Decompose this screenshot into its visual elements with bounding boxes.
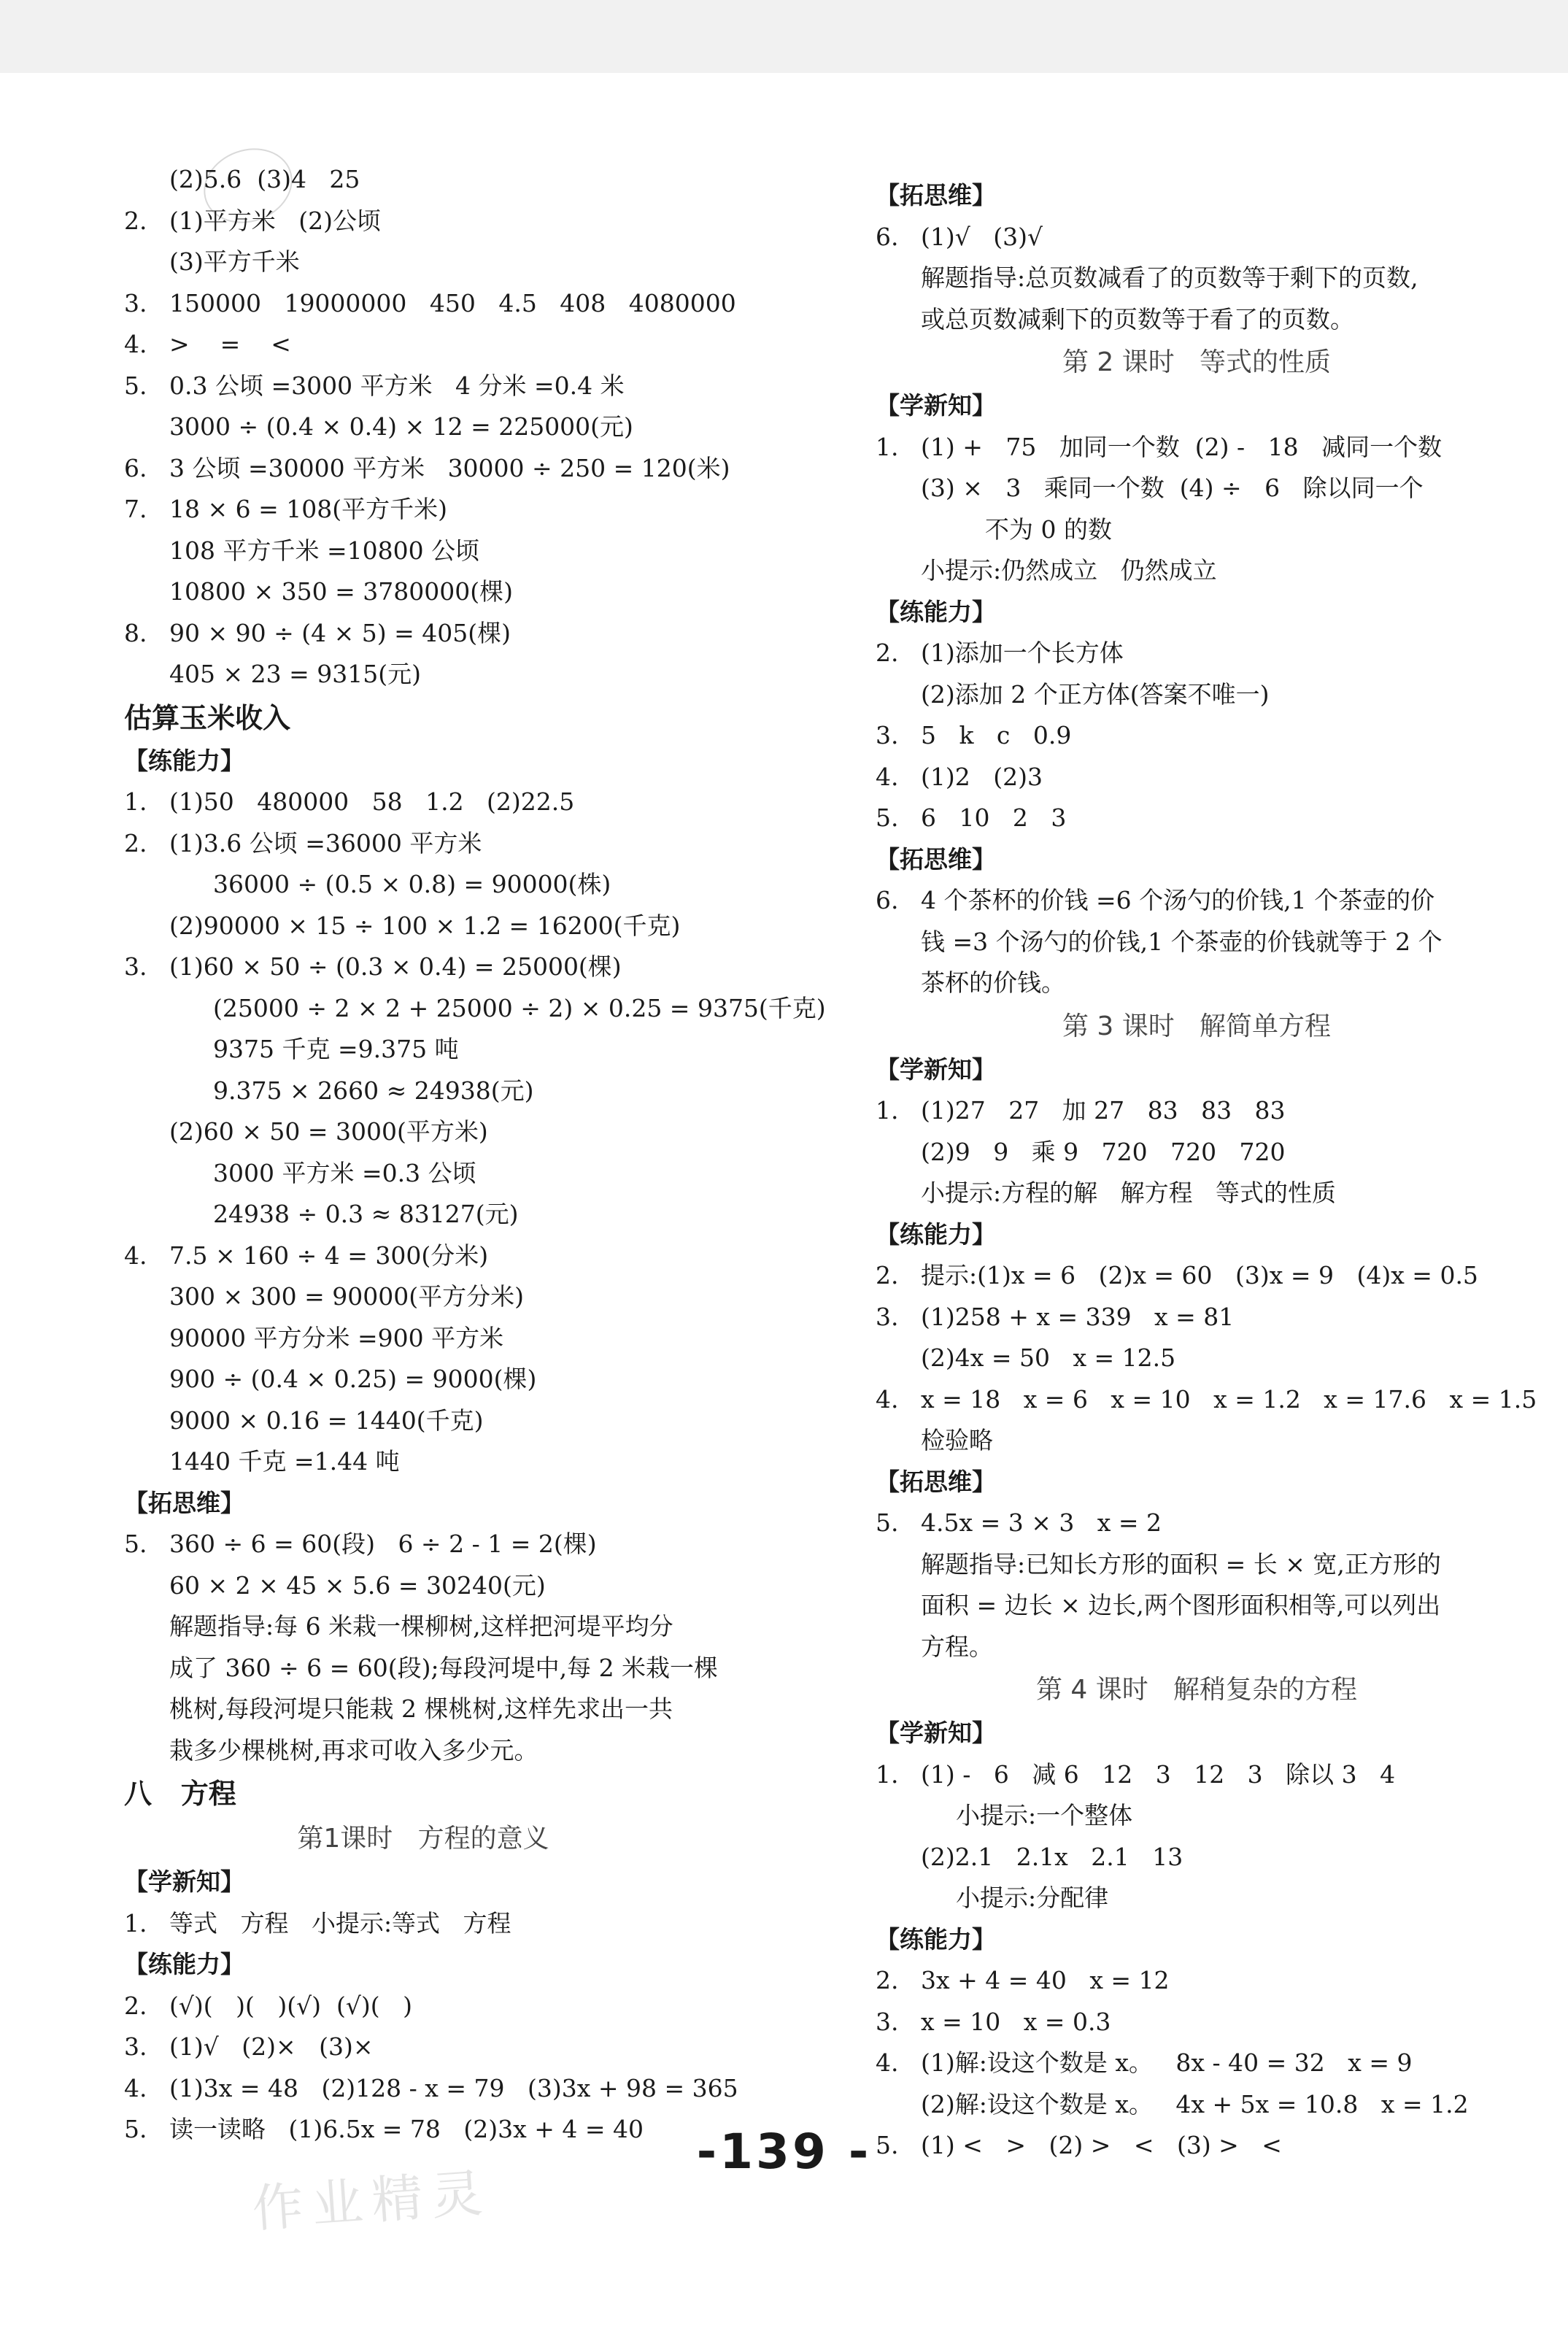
answer-line [876, 427, 1568, 469]
answer-text: (1)27 27 加 27 83 83 83 [921, 1096, 1286, 1125]
answer-line [876, 1627, 1568, 1668]
item-number: 1. [124, 787, 147, 816]
section-label: 【拓思维】 [124, 1488, 244, 1517]
answer-line [124, 1689, 824, 1730]
answer-line [124, 159, 824, 201]
answer-text: 3000 平方米 =0.3 公顷 [213, 1158, 476, 1187]
answer-text: 小提示:方程的解 解方程 等式的性质 [921, 1179, 1337, 1207]
answer-text: 或总页数减剩下的页数等于看了的页数。 [921, 304, 1354, 333]
answer-line [876, 1297, 1568, 1338]
answer-text: 钱 =3 个汤勺的价钱,1 个茶壶的价钱就等于 2 个 [921, 927, 1443, 956]
item-number: 4. [124, 2073, 147, 2102]
answer-line [124, 1153, 824, 1195]
answer-line [124, 1400, 824, 1442]
answer-text: 等式 方程 小提示:等式 方程 [169, 1908, 511, 1937]
answer-line [876, 1585, 1568, 1627]
lesson-heading: 第 2 课时 等式的性质 [1062, 347, 1332, 377]
answer-text: 解题指导:每 6 米栽一棵柳树,这样把河堤平均分 [169, 1612, 673, 1640]
answer-text: 桃树,每段河堤只能栽 2 棵桃树,这样先求出一共 [169, 1694, 673, 1723]
answer-line [124, 201, 824, 242]
section-label: 【学新知】 [876, 1719, 996, 1747]
item-number: 2. [876, 639, 899, 667]
answer-text: 10800 × 350 = 3780000(棵) [169, 577, 513, 606]
item-number: 3. [124, 952, 147, 981]
answer-line [124, 654, 824, 695]
answer-text: 108 平方千米 =10800 公顷 [169, 536, 480, 565]
answer-line [876, 1132, 1568, 1173]
answer-text: 3 公顷 =30000 平方米 30000 ÷ 250 = 120(米) [169, 453, 730, 482]
answer-text: 3000 ÷ (0.4 × 0.4) × 12 = 225000(元) [169, 412, 633, 441]
chapter-heading: 八 方程 [124, 1778, 236, 1810]
answer-text: 1440 千克 =1.44 吨 [169, 1447, 400, 1476]
section-label: 【学新知】 [876, 391, 996, 420]
item-number: 5. [876, 2131, 899, 2159]
item-number: 3. [124, 2032, 147, 2061]
answer-line [876, 1795, 1568, 1837]
answer-text: 0.3 公顷 =3000 平方米 4 分米 =0.4 米 [169, 371, 625, 400]
answer-text: 24938 ÷ 0.3 ≈ 83127(元) [213, 1200, 519, 1228]
answer-line [124, 2027, 824, 2068]
answer-text: 栽多少棵桃树,再求可收入多少元。 [169, 1735, 538, 1765]
answer-text: (1)60 × 50 ÷ (0.3 × 0.4) = 25000(棵) [169, 952, 622, 981]
answer-line [124, 406, 824, 448]
item-number: 3. [876, 2007, 899, 2036]
answer-text: 90000 平方分米 =900 平方米 [169, 1323, 504, 1352]
answer-line [876, 1754, 1568, 1796]
answer-line [876, 468, 1568, 509]
page-number: -139 - [696, 2124, 872, 2180]
item-number: 1. [876, 1096, 899, 1125]
answer-text: 18 × 6 = 108(平方千米) [169, 495, 447, 523]
section-label: 【练能力】 [124, 746, 244, 775]
section-label: 【拓思维】 [876, 844, 996, 874]
section-label: 【拓思维】 [876, 1467, 996, 1496]
item-number: 2. [876, 1966, 899, 1994]
answer-line [124, 1441, 824, 1483]
answer-line [876, 1544, 1568, 1586]
section-label: 【练能力】 [876, 1219, 996, 1249]
answer-text: (2)60 × 50 = 3000(平方米) [169, 1117, 488, 1146]
answer-line [124, 2068, 824, 2110]
answer-line [876, 258, 1568, 299]
answer-line [124, 1111, 824, 1153]
answer-line [124, 1986, 824, 2027]
item-number: 5. [876, 803, 899, 832]
item-number: 2. [124, 1991, 147, 2020]
item-number: 1. [876, 432, 899, 461]
item-number: 1. [124, 1908, 147, 1937]
answer-line [124, 1565, 824, 1607]
answer-line [124, 1606, 824, 1648]
answer-line [124, 1524, 824, 1565]
answer-line [124, 613, 824, 655]
answer-text: 150000 19000000 450 4.5 408 4080000 [169, 288, 736, 317]
answer-line [124, 906, 824, 947]
item-number: 5. [124, 1530, 147, 1558]
item-number: 4. [876, 1384, 899, 1414]
answer-text: (2)5.6 (3)4 25 [169, 165, 360, 193]
scan-top-band [0, 0, 1568, 73]
item-number: 5. [876, 1508, 899, 1537]
answer-text: 茶杯的价钱。 [921, 968, 1065, 997]
answer-line [876, 2002, 1568, 2043]
item-number: 3. [124, 288, 147, 317]
left-column [124, 159, 824, 2151]
answer-line [876, 922, 1568, 963]
answer-line [124, 1648, 824, 1689]
item-number: 6. [876, 886, 899, 914]
section-label: 【练能力】 [876, 1924, 996, 1954]
answer-line [876, 715, 1568, 757]
answer-line [876, 509, 1568, 551]
section-label: 【练能力】 [876, 597, 996, 626]
answer-text: 9.375 × 2660 ≈ 24938(元) [213, 1076, 534, 1105]
answer-text: 360 ÷ 6 = 60(段) 6 ÷ 2 - 1 = 2(棵) [169, 1530, 597, 1558]
answer-text: (√)( )( )(√) (√)( ) [169, 1991, 412, 2020]
lesson-heading: 第 4 课时 解稍复杂的方程 [1035, 1675, 1358, 1705]
answer-line [876, 757, 1568, 798]
answer-text: (2)4x = 50 x = 12.5 [921, 1343, 1176, 1372]
answer-text: (2)90000 × 15 ÷ 100 × 1.2 = 16200(千克) [169, 911, 681, 940]
answer-text: (1)2 (2)3 [921, 762, 1043, 791]
answer-line [124, 782, 824, 823]
answer-line [124, 324, 824, 366]
answer-line [876, 2084, 1568, 2126]
answer-line [876, 1420, 1568, 1462]
answer-text: 小提示:一个整体 [956, 1801, 1133, 1829]
answer-line [876, 633, 1568, 674]
answer-line [124, 571, 824, 613]
answer-text: (1)50 480000 58 1.2 (2)22.5 [169, 787, 575, 816]
answer-text: 3x + 4 = 40 x = 12 [921, 1966, 1170, 1994]
answer-text: (1) - 6 减 6 12 3 12 3 除以 3 4 [921, 1759, 1396, 1789]
answer-line [876, 1960, 1568, 2002]
answer-line [124, 823, 824, 865]
item-number: 4. [876, 2048, 899, 2077]
answer-text: 检验略 [921, 1426, 993, 1454]
item-number: 4. [124, 330, 147, 358]
answer-line [124, 448, 824, 490]
answer-text: 36000 ÷ (0.5 × 0.8) = 90000(株) [213, 870, 611, 898]
answer-text: 4.5x = 3 × 3 x = 2 [921, 1508, 1162, 1537]
answer-line [124, 366, 824, 407]
section-label: 【拓思维】 [876, 181, 996, 209]
answer-text: 小提示:分配律 [956, 1883, 1109, 1912]
item-number: 5. [124, 2115, 147, 2143]
section-label: 【学新知】 [124, 1867, 244, 1896]
answer-text: (3) × 3 乘同一个数 (4) ÷ 6 除以同一个 [921, 474, 1424, 502]
item-number: 6. [124, 453, 147, 482]
chapter-heading: 估算玉米收入 [124, 701, 291, 734]
answer-text: (1) < > (2) > < (3) > < [921, 2131, 1282, 2159]
answer-line [876, 1173, 1568, 1214]
answer-line [124, 1194, 824, 1235]
item-number: 3. [876, 721, 899, 749]
answer-text: 405 × 23 = 9315(元) [169, 660, 421, 688]
answer-line [124, 1235, 824, 1277]
answer-line [124, 531, 824, 572]
item-number: 7. [124, 495, 147, 523]
answer-text: 面积 = 边长 × 边长,两个图形面积相等,可以列出 [921, 1591, 1441, 1619]
answer-text: (1) + 75 加同一个数 (2) - 18 减同一个数 [921, 432, 1443, 461]
answer-text: > = < [169, 330, 291, 358]
answer-text: (1)√ (3)√ [921, 222, 1043, 251]
answer-line [124, 1730, 824, 1772]
answer-text: (2)2.1 2.1x 2.1 13 [921, 1842, 1183, 1871]
answer-text: 60 × 2 × 45 × 5.6 = 30240(元) [169, 1570, 546, 1600]
answer-text: 6 10 2 3 [921, 803, 1067, 832]
answer-line [124, 1359, 824, 1400]
item-number: 2. [124, 206, 147, 235]
answer-text: (1)√ (2)× (3)× [169, 2032, 374, 2061]
answer-line [876, 880, 1568, 922]
answer-line [876, 299, 1568, 341]
item-number: 8. [124, 618, 147, 647]
answer-text: 5 k c 0.9 [921, 721, 1072, 749]
answer-text: 300 × 300 = 90000(平方分米) [169, 1282, 524, 1311]
item-number: 4. [876, 762, 899, 791]
answer-line [876, 1379, 1568, 1421]
section-label: 【学新知】 [876, 1054, 996, 1084]
answer-line [876, 1338, 1568, 1379]
answer-text: (1)添加一个长方体 [921, 639, 1124, 667]
answer-text: 7.5 × 160 ÷ 4 = 300(分米) [169, 1241, 489, 1270]
answer-text: 提示:(1)x = 6 (2)x = 60 (3)x = 9 (4)x = 0.5 [921, 1261, 1478, 1289]
answer-text: 9375 千克 =9.375 吨 [213, 1035, 459, 1063]
answer-line [876, 2043, 1568, 2084]
answer-line [124, 988, 824, 1030]
item-number: 5. [124, 371, 147, 400]
item-number: 6. [876, 222, 899, 251]
answer-text: 读一读略 (1)6.5x = 78 (2)3x + 4 = 40 [169, 2115, 644, 2143]
answer-line [124, 1276, 824, 1318]
answer-line [876, 1837, 1568, 1878]
answer-line [124, 1318, 824, 1360]
lesson-heading: 第 3 课时 解简单方程 [1062, 1011, 1332, 1041]
answer-text: (1)平方米 (2)公顷 [169, 206, 381, 235]
answer-line [124, 242, 824, 283]
answer-line [876, 1503, 1568, 1544]
answer-line [124, 1071, 824, 1112]
answer-line [124, 283, 824, 325]
answer-text: x = 10 x = 0.3 [921, 2007, 1111, 2036]
answer-text: 小提示:仍然成立 仍然成立 [921, 556, 1217, 585]
answer-text: (2)解:设这个数是 x。 4x + 5x = 10.8 x = 1.2 [921, 2089, 1469, 2118]
answer-text: 9000 × 0.16 = 1440(千克) [169, 1406, 484, 1435]
answer-text: (3)平方千米 [169, 247, 300, 276]
answer-line [876, 1878, 1568, 1919]
answer-line [876, 1090, 1568, 1132]
answer-line [876, 963, 1568, 1004]
answer-text: (1)258 + x = 339 x = 81 [921, 1302, 1235, 1331]
answer-text: 不为 0 的数 [985, 514, 1112, 544]
section-label: 【练能力】 [124, 1950, 244, 1978]
right-column [876, 175, 1568, 2167]
item-number: 2. [124, 828, 147, 857]
answer-line [124, 489, 824, 531]
item-number: 4. [124, 1241, 147, 1270]
item-number: 2. [876, 1261, 899, 1289]
answer-text: (1)3x = 48 (2)128 - x = 79 (3)3x + 98 = 365 [169, 2073, 738, 2102]
answer-text: (1)3.6 公顷 =36000 平方米 [169, 828, 482, 857]
answer-line [876, 550, 1568, 592]
answer-text: (1)解:设这个数是 x。 8x - 40 = 32 x = 9 [921, 2048, 1413, 2077]
answer-text: 解题指导:总页数减看了的页数等于剩下的页数, [921, 263, 1418, 292]
answer-text: 成了 360 ÷ 6 = 60(段);每段河堤中,每 2 米栽一棵 [169, 1653, 719, 1682]
answer-line [876, 217, 1568, 258]
answer-line [124, 946, 824, 988]
answer-text: (25000 ÷ 2 × 2 + 25000 ÷ 2) × 0.25 = 9375(千克) [213, 993, 826, 1022]
lesson-heading: 第1课时 方程的意义 [297, 1824, 549, 1854]
answer-text: 方程。 [921, 1632, 993, 1661]
answer-line [876, 798, 1568, 839]
answer-line [124, 1029, 824, 1071]
watermark: 作业精灵 [250, 2162, 493, 2240]
answer-text: (2)9 9 乘 9 720 720 720 [921, 1137, 1286, 1166]
answer-text: 4 个茶杯的价钱 =6 个汤勺的价钱,1 个茶壶的价 [921, 886, 1435, 914]
answer-line [876, 1255, 1568, 1297]
item-number: 3. [876, 1302, 899, 1331]
answer-text: (2)添加 2 个正方体(答案不唯一) [921, 679, 1270, 709]
answer-text: 解题指导:已知长方形的面积 = 长 × 宽,正方形的 [921, 1549, 1441, 1578]
answer-text: 90 × 90 ÷ (4 × 5) = 405(棵) [169, 618, 511, 647]
answer-line [876, 674, 1568, 716]
answer-text: x = 18 x = 6 x = 10 x = 1.2 x = 17.6 x = 1.5 [921, 1384, 1537, 1414]
answer-line [124, 1903, 824, 1945]
item-number: 1. [876, 1759, 899, 1789]
answer-line [124, 864, 824, 906]
answer-text: 900 ÷ (0.4 × 0.25) = 9000(棵) [169, 1365, 537, 1393]
